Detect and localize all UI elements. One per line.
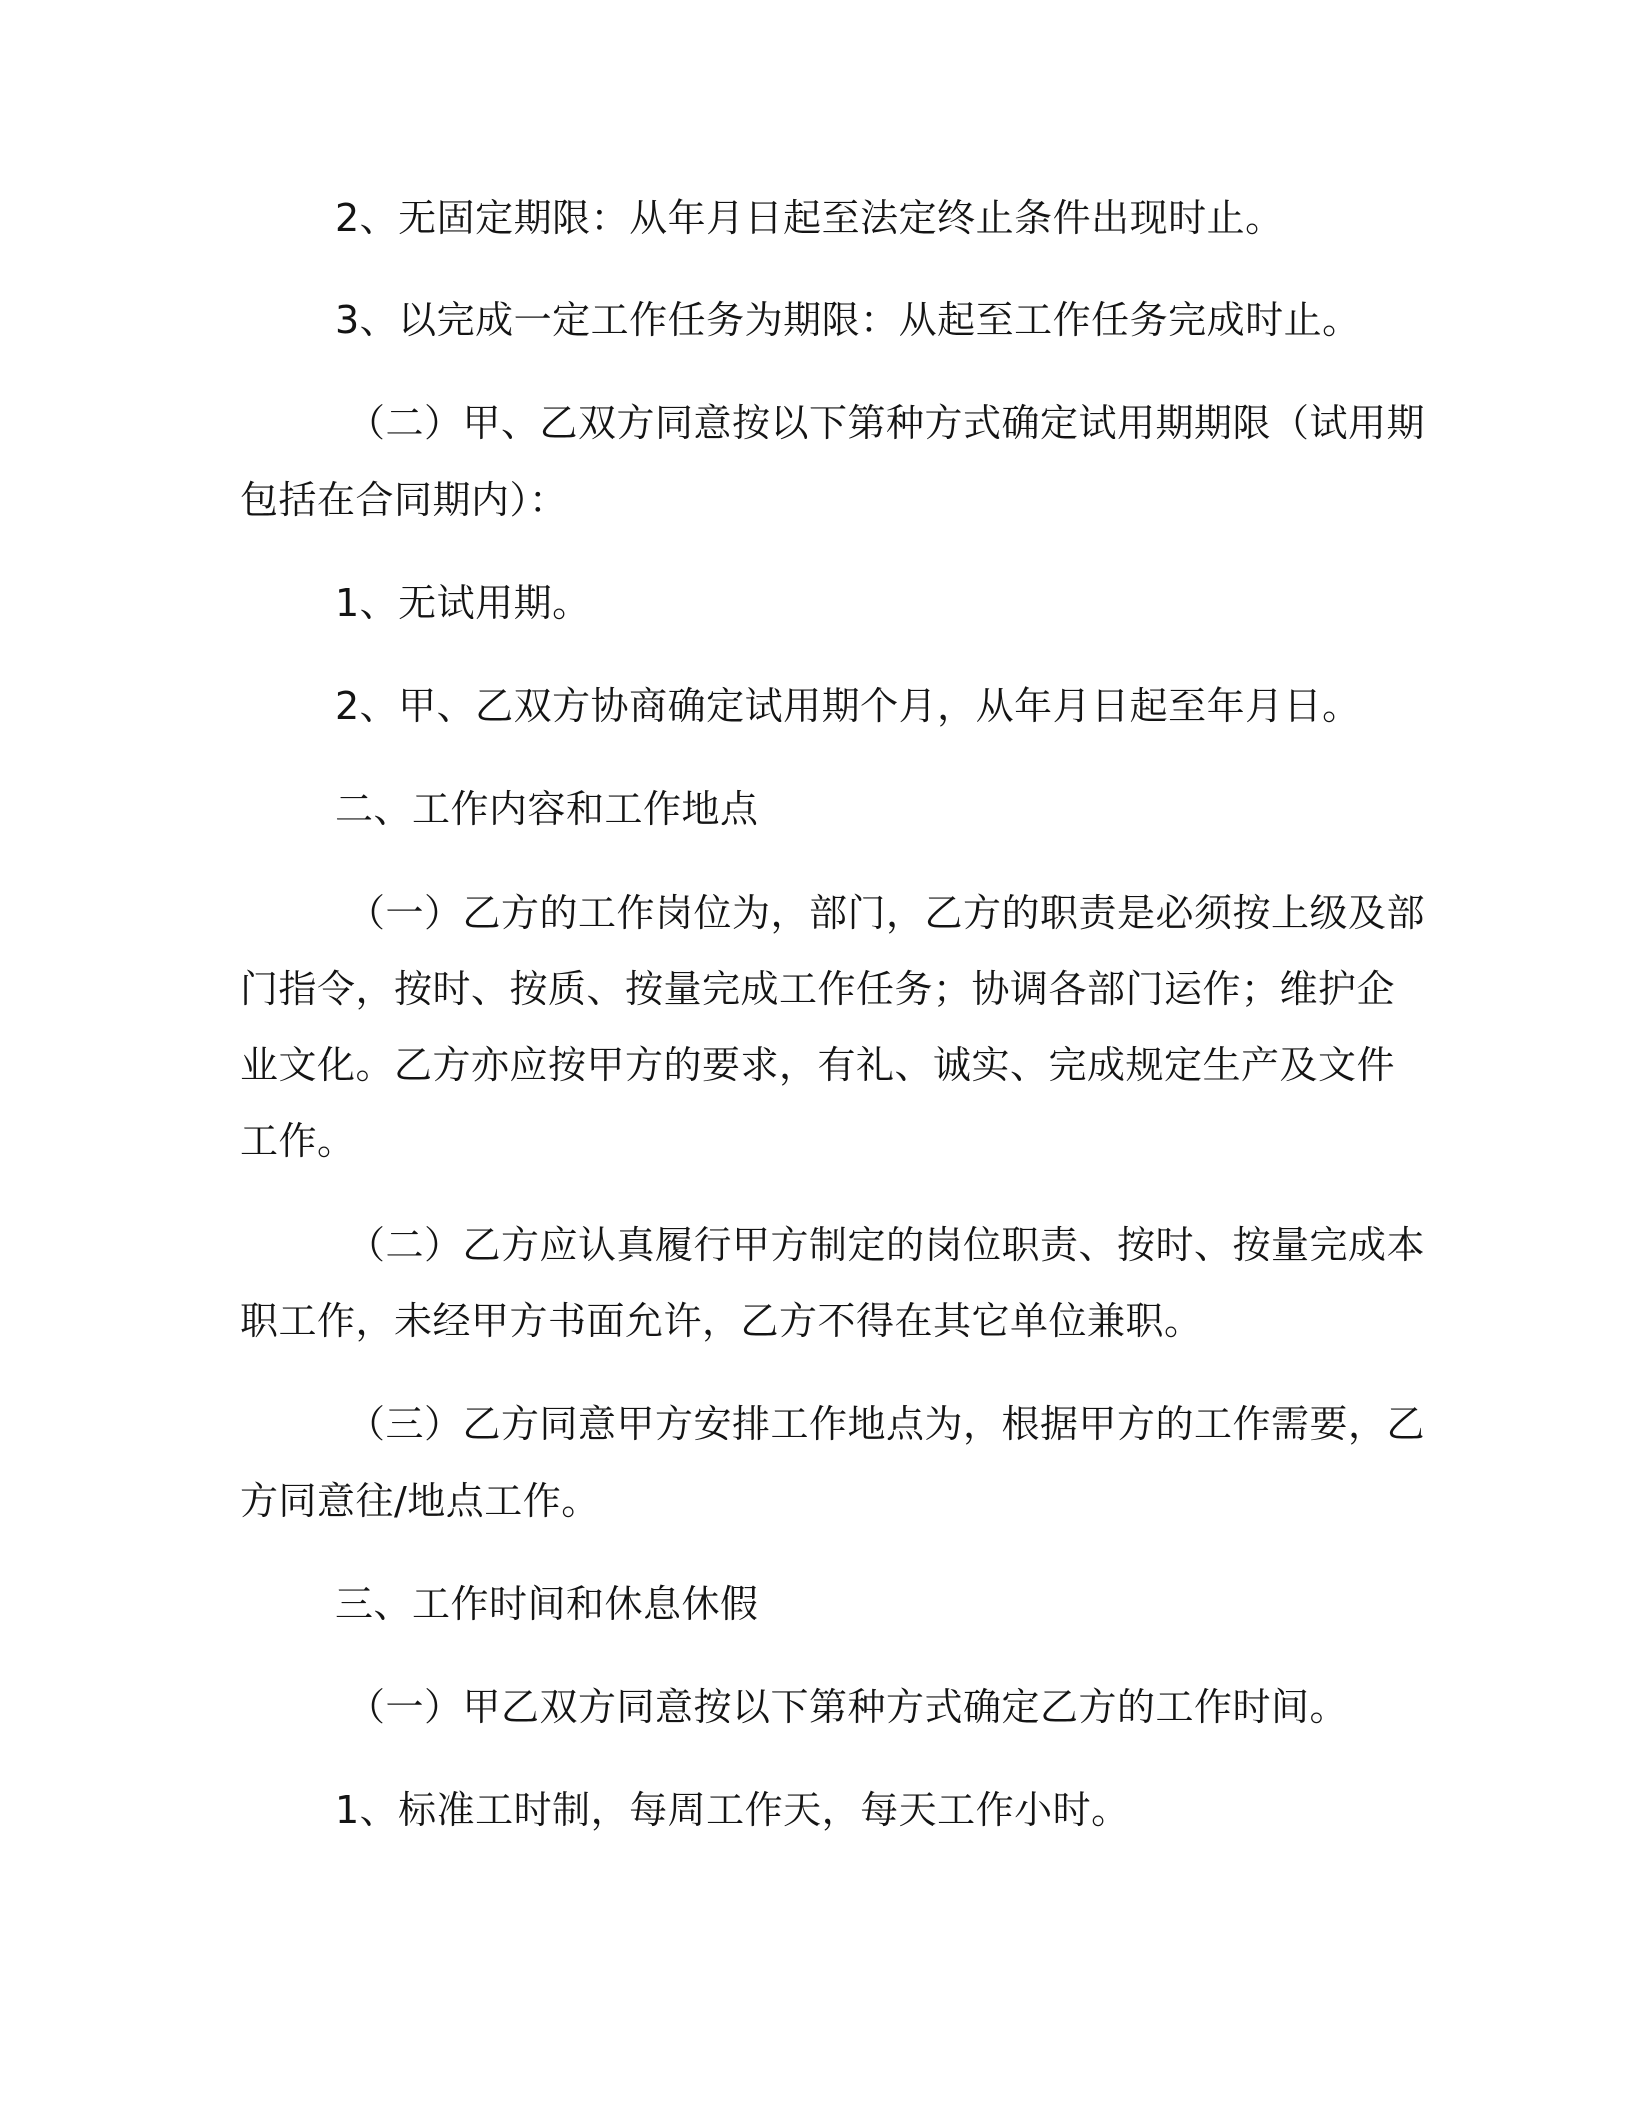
para-duty-line2: 门指令，按时、按质、按量完成工作任务；协调各部门运作；维护企 [240,967,1396,1011]
para-probation-intro-line1: （二）甲、乙双方同意按以下第种方式确定试用期期限（试用期 [347,401,1426,445]
para-probation-2: 2、甲、乙双方协商确定试用期个月，从年月日起至年月日。 [335,684,1361,728]
para-duty-line3: 业文化。乙方亦应按甲方的要求，有礼、诚实、完成规定生产及文件 [240,1043,1396,1087]
para-probation-intro-line2: 包括在合同期内）： [240,478,568,522]
para-fulfil-duty-line2: 职工作，未经甲方书面允许，乙方不得在其它单位兼职。 [240,1299,1203,1343]
section-heading-work-content: 二、工作内容和工作地点 [335,787,759,831]
para-duty-line4: 工作。 [240,1119,356,1163]
para-probation-1: 1、无试用期。 [335,581,591,625]
para-work-location-line2: 方同意往/地点工作。 [240,1479,600,1523]
para-standard-hours: 1、标准工时制，每周工作天，每天工作小时。 [335,1788,1130,1832]
para-work-time-intro: （一）甲乙双方同意按以下第种方式确定乙方的工作时间。 [347,1685,1349,1729]
para-duty-line1: （一）乙方的工作岗位为，部门，乙方的职责是必须按上级及部 [347,891,1426,935]
para-fixed-term-3: 3、以完成一定工作任务为期限：从起至工作任务完成时止。 [335,298,1361,342]
para-work-location-line1: （三）乙方同意甲方安排工作地点为，根据甲方的工作需要，乙 [347,1402,1426,1446]
para-fixed-term-2: 2、无固定期限：从年月日起至法定终止条件出现时止。 [335,196,1284,240]
para-fulfil-duty-line1: （二）乙方应认真履行甲方制定的岗位职责、按时、按量完成本 [347,1223,1426,1267]
section-heading-work-time: 三、工作时间和休息休假 [335,1582,759,1626]
